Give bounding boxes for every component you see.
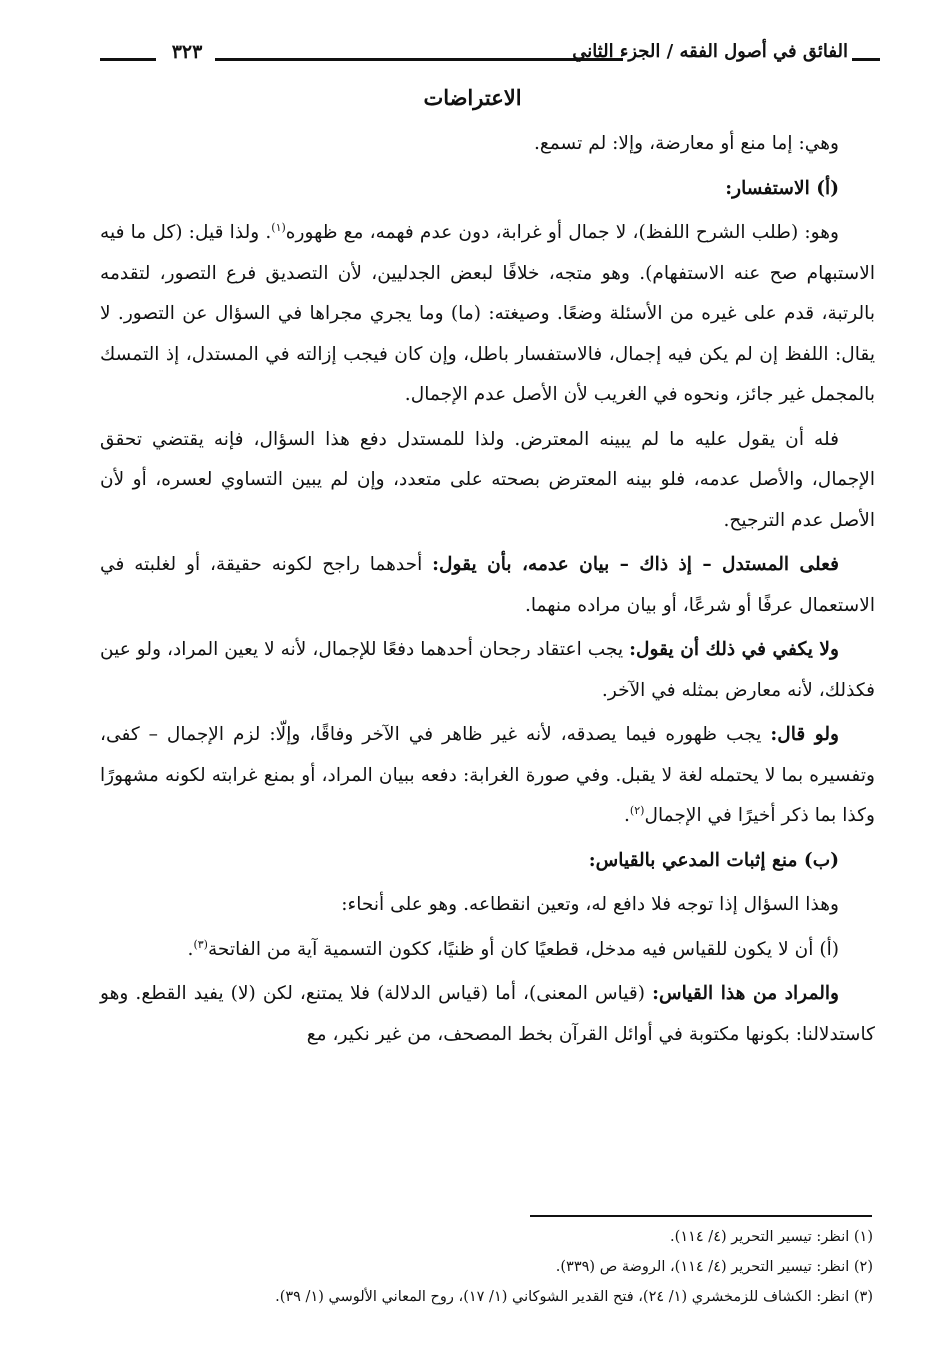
paragraph <box>100 420 875 542</box>
paragraph-text: . ولذا قيل: (كل ما فيه الاستبهام صح عنه الاستفهام). وهو متجه، خلافًا لبعض الجدليين، لأن التصديق فرع التصور، لتقدمه بالرتبة، قدم على غيره من الأسئلة وضعًا. وصيغته: (ما) وما يجري مجراها في السؤال عن التصور. لا يقال: اللفظ إن لم يكن فيه إجمال، فالاستفسار باطل، وإن كان فيجب إزالته في المستدل، إذ التمسك بالمجمل غير جائز، ونحوه في الغريب لأن الأصل عدم الإجمال. <box>100 222 875 405</box>
bold-lead: والمراد من هذا القياس: <box>652 983 839 1004</box>
paragraph-text: . <box>624 805 630 826</box>
header-rule-left <box>100 58 156 61</box>
paragraph <box>100 885 875 926</box>
footnote: (٢) انظر: تيسير التحرير (٤/ ١١٤)، الروضة ص (٣٣٩). <box>555 1259 873 1275</box>
paragraph <box>100 124 875 165</box>
page-number: ٣٢٣ <box>171 41 203 63</box>
paragraph-text: (قياس المعنى)، أما (قياس الدلالة) فلا يمتنع، لكن (لا) يفيد القطع. وهو كاستدلالنا: بكونها مكتوبة في أوائل القرآن بخط المصحف، من غير نكير، مع <box>100 983 875 1045</box>
footnotes <box>103 1222 873 1312</box>
running-header <box>100 36 880 76</box>
bold-lead: ولو قال: <box>770 724 839 745</box>
paragraph-text: يجب ظهوره فيما يصدقه، لأنه غير ظاهر في الآخر وفاقًا، وإلّا: لزم الإجمال – كفى، وتفسيره بما لا يحتمله لغة لا يقبل. وفي صورة الغرابة: دفعه ببيان المراد، أو بمنع غرابته لكونه مشهورًا وكذا بما ذكر أخيرًا في الإجمال <box>100 724 875 826</box>
paragraph <box>100 715 875 837</box>
paragraph <box>100 974 875 1055</box>
chapter-title: الاعتراضات <box>423 85 522 110</box>
paragraph-text: (أ) أن لا يكون للقياس فيه مدخل، قطعيًا كان أو ظنيًا، ككون التسمية آية من الفاتحة <box>207 938 839 960</box>
paragraph-text: أحدهما راجح لكونه حقيقة، أو لغلبته في الاستعمال عرفًا أو شرعًا، أو بيان مراده منهما. <box>100 554 875 616</box>
paragraph <box>100 930 875 971</box>
paragraph-text: . <box>187 938 194 960</box>
footnote-divider <box>530 1215 872 1217</box>
main-text <box>100 124 875 1059</box>
footnote-ref[interactable]: (٢) <box>629 803 645 817</box>
paragraph <box>100 545 875 626</box>
section-heading: (أ) الاستفسار: <box>725 177 839 199</box>
paragraph-text: وهي: إما منع أو معارضة، وإلا: لم تسمع. <box>533 133 839 154</box>
paragraph-text: وهو: (طلب الشرح اللفظ)، لا جمال أو غرابة، دون عدم فهمه، مع ظهوره <box>285 222 839 243</box>
footnote: (١) انظر: تيسير التحرير (٤/ ١١٤). <box>670 1229 873 1245</box>
section-heading: (ب) منع إثبات المدعي بالقياس: <box>588 849 839 871</box>
footnote-ref[interactable]: (٣) <box>193 937 208 951</box>
paragraph <box>100 213 875 416</box>
book-title: الفائق في أصول الفقه / الجزء الثاني <box>572 41 848 62</box>
header-rule-middle <box>215 58 623 61</box>
paragraph-text: وهذا السؤال إذا توجه فلا دافع له، وتعين انقطاعه. وهو على أنحاء: <box>341 894 839 915</box>
footnote: (٣) انظر: الكشاف للزمخشري (١/ ٢٤)، فتح القدير الشوكاني (١/ ١٧)، روح المعاني الألوسي (١/ ٣٩). <box>275 1289 873 1305</box>
bold-lead: فعلى المستدل – إذ ذاك – بيان عدمه، بأن يقول: <box>432 554 839 575</box>
paragraph <box>100 630 875 711</box>
bold-lead: ولا يكفي في ذلك أن يقول: <box>629 639 839 660</box>
paragraph-text: فله أن يقول عليه ما لم يبينه المعترض. ولذا للمستدل دفع هذا السؤال، فإنه يقتضي تحقق الإجمال، والأصل عدمه، فلو بينه المعترض بصحته على متعدد، وإن لم يبين التساوي لعسره، أو لأن الأصل عدم الترجيح. <box>100 428 875 531</box>
header-rule-right <box>852 58 880 61</box>
paragraph-text: يجب اعتقاد رجحان أحدهما دفعًا للإجمال، لأنه لا يعين المراد، ولو عين فكذلك، لأنه معارض بمثله في الآخر. <box>100 639 875 701</box>
footnote-ref[interactable]: (١) <box>271 220 286 234</box>
